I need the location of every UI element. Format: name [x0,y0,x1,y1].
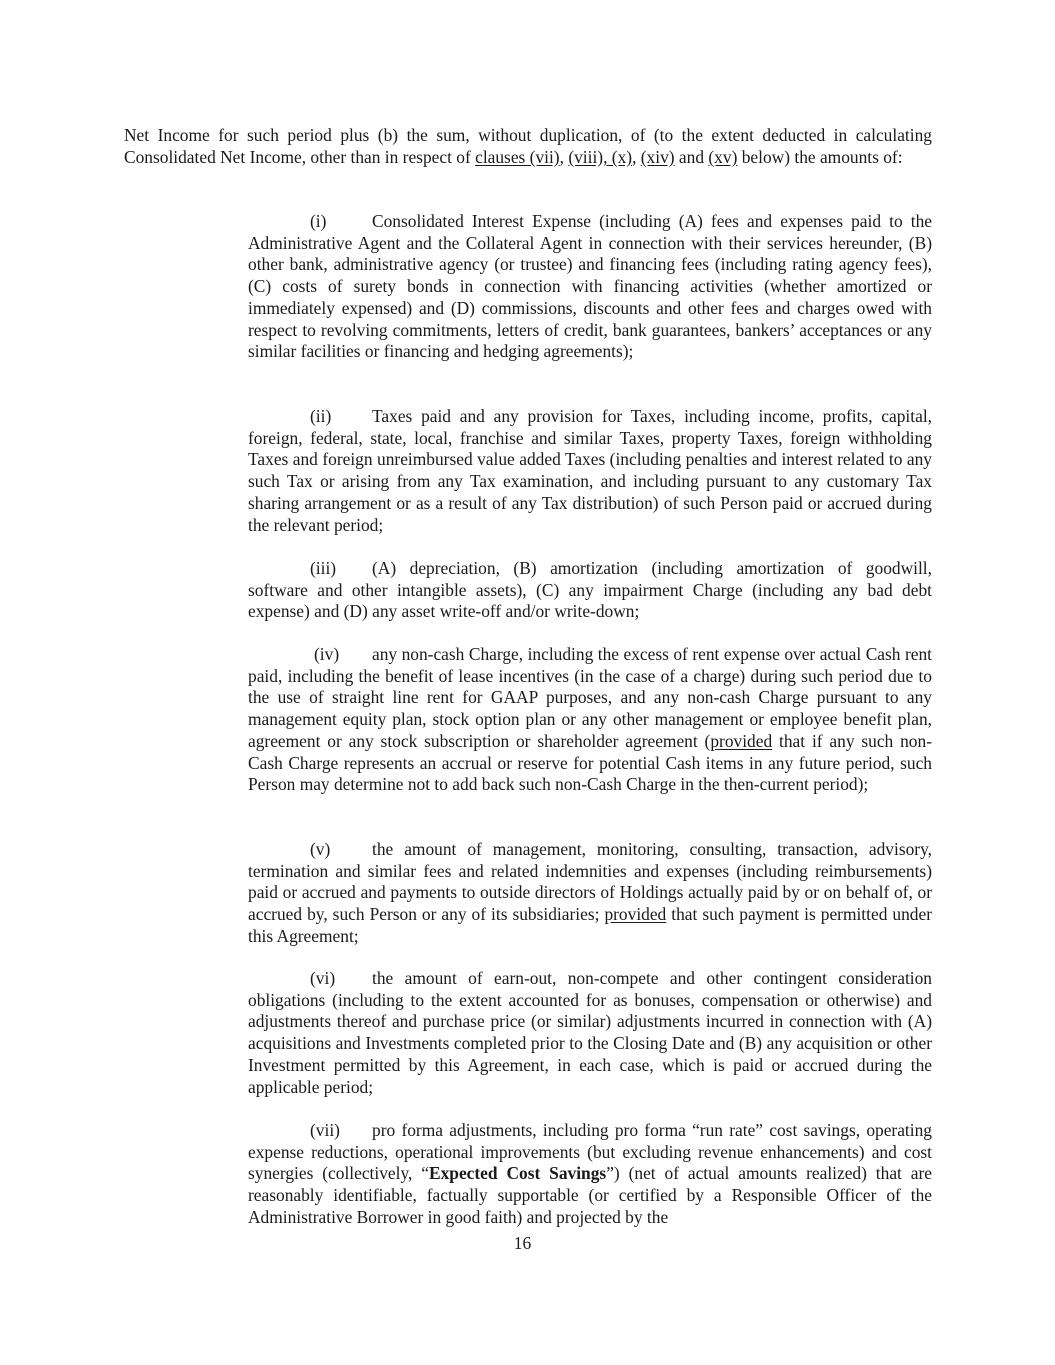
clause-text: that such payment is permitted under this Agreement; [248,904,932,946]
clause-iii [248,558,932,623]
clause-text: (A) depreciation, (B) amortization (including amortization of goodwill, software and other intangible assets), (C) any impairment Charge (including any bad debt expense) and (D) any asset write-off and/or write-down; [248,558,932,622]
clause-number: (ii) [310,406,332,426]
clause-text: any non-cash Charge, including the excess of rent expense over actual Cash rent paid, including the benefit of lease incentives (in the case of a charge) during such period due to the use of straight line rent for GAAP purposes, and any non-cash Charge pursuant to any management equity plan, stock option plan or any other management or employee benefit plan, agreement or any stock subscription or shareholder agreement ( [248,644,932,751]
clause-reference: (viii), (x) [568,146,633,167]
clause-ii [248,406,932,536]
defined-term: Expected Cost Savings [428,1163,607,1184]
provided-term: provided [710,730,773,751]
clause-number: (vii) [310,1120,340,1140]
clause-vi [248,968,932,1098]
clause-number: (i) [310,211,327,231]
clause-vii [248,1120,932,1229]
clause-reference: clauses (vii) [475,146,560,167]
clause-number: (iv) [314,644,340,664]
clause-text: the amount of management, monitoring, consulting, transaction, advisory, termination and similar fees and related indemnities and expenses (including reimbursements) paid or accrued and payments to outside directors of Holdings actually paid by or on behalf of, or accrued by, such Person or any of its subsidiaries; [248,839,932,925]
provided-term: provided [604,904,667,925]
page-number: 16 [513,1233,532,1253]
clause-reference: (xiv) [640,146,675,167]
clause-text: ”) (net of actual amounts realized) that are reasonably identifiable, factually supportable (or certified by a Responsible Officer of the Administrative Borrower in good faith) and projected by the [248,1163,932,1227]
intro-paragraph: Net Income for such period plus (b) the sum, without duplication, of (to the extent deducted in calculating Consolidated Net Income, other than in respect of clauses (vii), (viii), (x), (xiv) and (xv) below) the amounts of: [124,125,932,167]
clause-number: (iii) [310,558,337,578]
clause-text: pro forma adjustments, including pro forma “run rate” cost savings, operating expense reductions, operational improvements (but excluding revenue enhancements) and cost synergies (collectively, “ [248,1120,932,1184]
clause-text: Taxes paid and any provision for Taxes, including income, profits, capital, foreign, federal, state, local, franchise and similar Taxes, property Taxes, foreign withholding Taxes and foreign unreimbursed value added Taxes (including penalties and interest related to any such Tax or arising from any Tax examination, and including pursuant to any customary Tax sharing arrangement or as a result of any Tax distribution) of such Person paid or accrued during the relevant period; [248,406,932,535]
clause-text: the amount of earn-out, non-compete and other contingent consideration obligations (including to the extent accounted for as bonuses, compensation or otherwise) and adjustments thereof and purchase price (or similar) adjustments incurred in connection with (A) acquisitions and Investments completed prior to the Closing Date and (B) any acquisition or other Investment permitted by this Agreement, in each case, which is paid or accrued during the applicable period; [248,968,932,1097]
clause-text: Consolidated Interest Expense (including (A) fees and expenses paid to the Administrative Agent and the Collateral Agent in connection with their services hereunder, (B) other bank, administrative agency (or trustee) and financing fees (including rating agency fees), (C) costs of surety bonds in connection with financing activities (whether amortized or immediately expensed) and (D) commissions, discounts and other fees and charges owed with respect to revolving commitments, letters of credit, bank guarantees, bankers’ acceptances or any similar facilities or financing and hedging agreements); [248,211,932,362]
clause-number: (vi) [310,968,336,988]
clause-text: that if any such non-Cash Charge represents an accrual or reserve for potential Cash items in any future period, such Person may determine not to add back such non-Cash Charge in the then-current period); [248,730,932,795]
clause-i [248,211,932,363]
clause-reference: (xv) [708,146,738,167]
clause-iv [248,644,932,796]
clause-v [248,839,932,948]
clause-number: (v) [310,839,331,859]
